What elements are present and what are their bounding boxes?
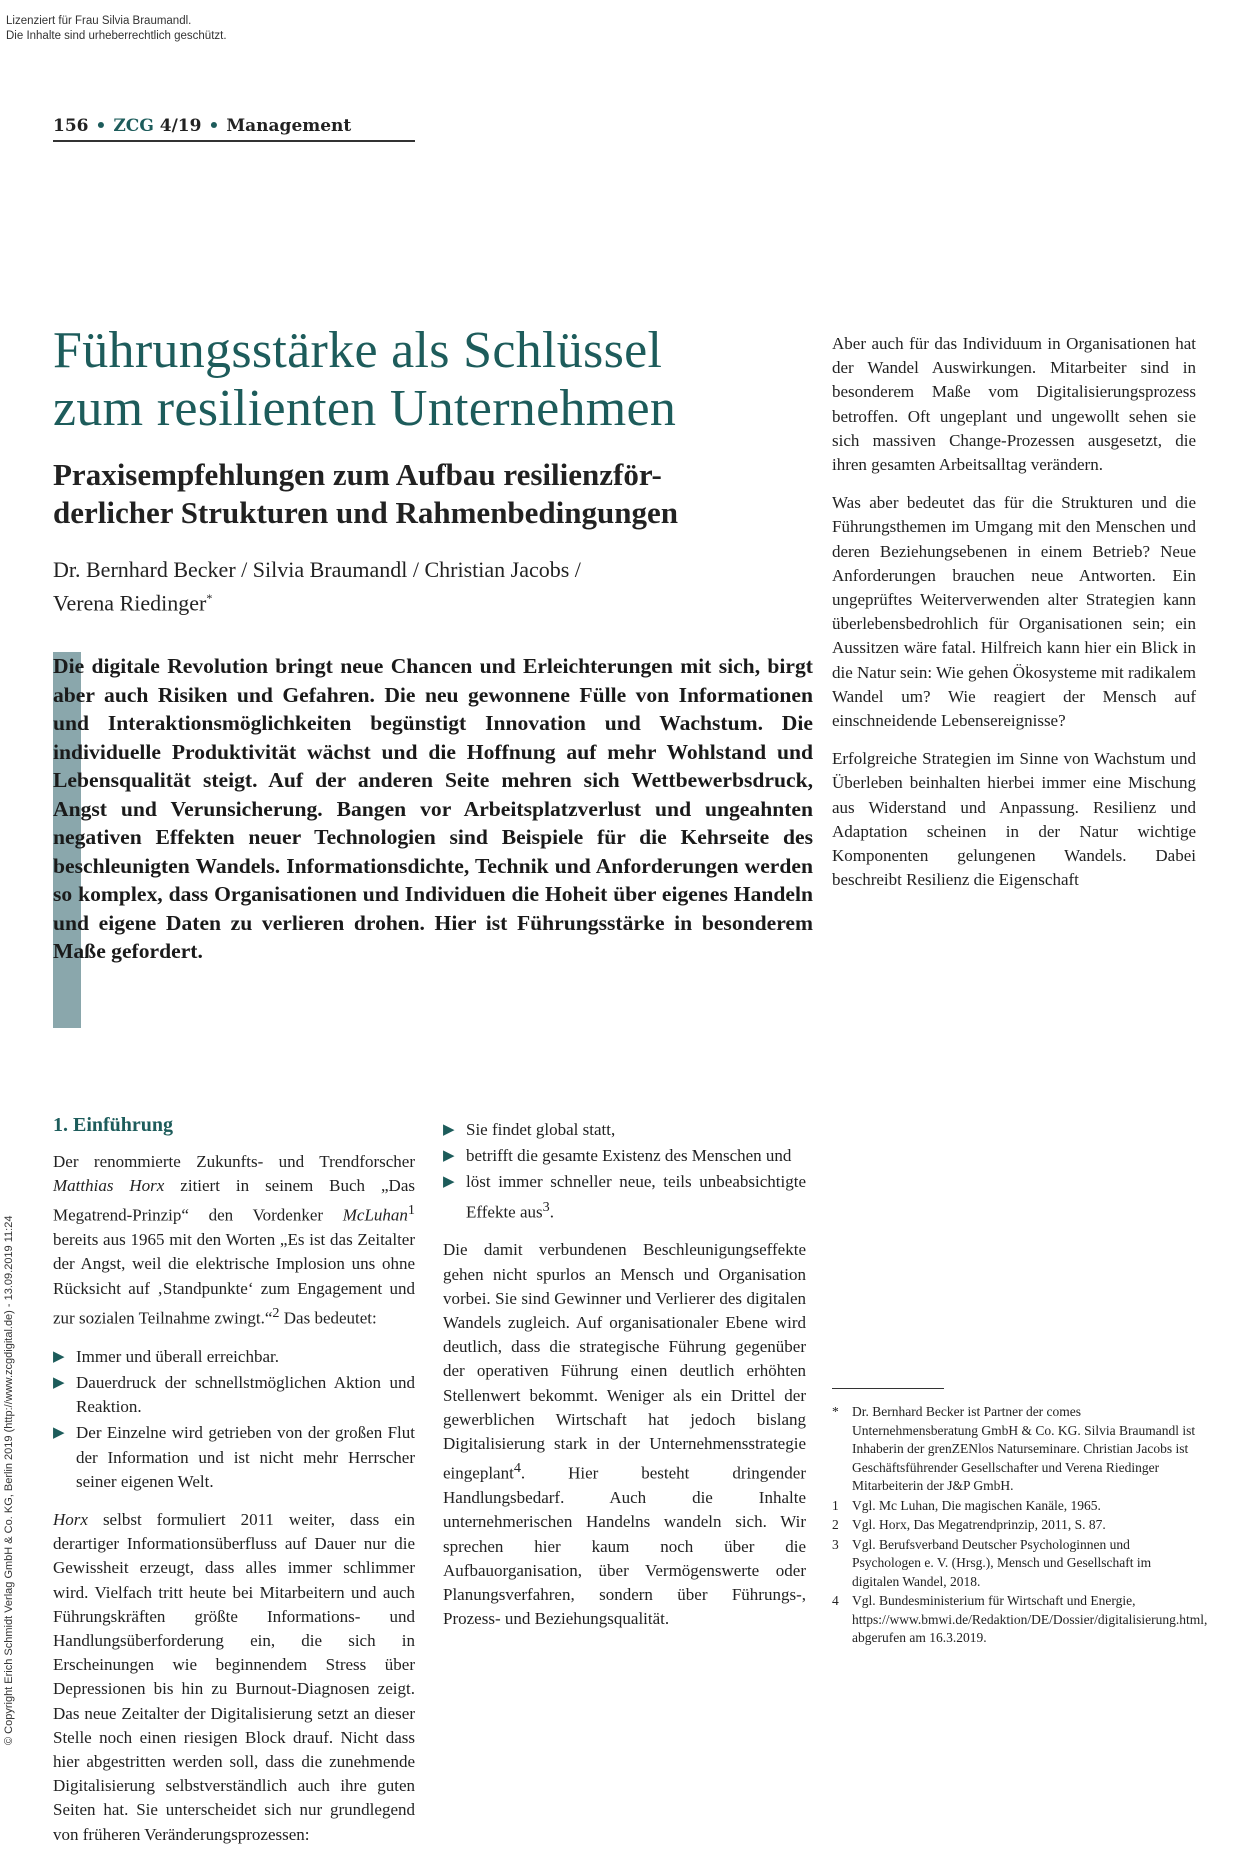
license-line: Lizenziert für Frau Silvia Braumandl. xyxy=(6,15,192,27)
text-run: Das bedeutet: xyxy=(279,1308,377,1328)
person-name: McLuhan xyxy=(342,1206,408,1226)
footnote-text: Dr. Bernhard Becker ist Partner der comes Unternehmensberatung GmbH & Co. KG. Silvia Braumandl ist Inhaberin der grenZENlos Naturseminare. Christian Jacobs ist Geschäftsführender Gesellschafter und Verena Riedinger Mitarbeiterin der J&P GmbH. xyxy=(852,1404,1196,1493)
license-notice xyxy=(6,14,227,44)
footnote xyxy=(832,1536,1196,1592)
bullet-triangle-icon: ▶ xyxy=(53,1348,65,1365)
list-item xyxy=(53,1371,415,1419)
paragraph xyxy=(53,1508,415,1847)
bullet-triangle-icon: ▶ xyxy=(53,1374,65,1391)
text-run: Der renommierte Zukunfts- und Trendforscher xyxy=(53,1152,415,1171)
page-number: 156 xyxy=(53,116,89,136)
title-line: zum resilienten Unternehmen xyxy=(53,380,677,437)
text-run: zitiert in seinem Buch „Das Megatrend-Prinzip“ den Vordenker xyxy=(53,1176,415,1226)
subtitle-line: derlicher Strukturen und Rahmenbedingungen xyxy=(53,495,679,530)
section-name: Management xyxy=(226,116,352,136)
paragraph xyxy=(53,1150,415,1331)
article-title xyxy=(53,322,823,438)
footnote-text: Vgl. Horx, Das Megatrendprinzip, 2011, S. 87. xyxy=(852,1517,1106,1532)
authors-line: Dr. Bernhard Becker / Silvia Braumandl / Christian Jacobs / xyxy=(53,557,581,582)
footnote xyxy=(832,1516,1196,1535)
section-heading: 1. Einführung xyxy=(53,1114,174,1136)
running-header xyxy=(53,116,415,142)
footnote xyxy=(832,1592,1208,1648)
text-run: selbst formuliert 2011 weiter, dass ein derartiger Informationsüberfluss auf Dauer nur die Gewissheit erzeugt, dass alles immer schlimmer wird. Vielfach tritt heute bei Mitarbeitern und auch Führungskräften größte Informations- und Handlungsüberforderung ein, die sich in Erscheinungen wie beginnendem Stress über Depressionen bis hin zu Burnout-Diagnosen zeigt. Das neue Zeitalter der Digitalisierung setzt an dieser Stelle noch einen riesigen Block drauf. Nicht dass hier abgestritten werden soll, dass die zunehmende Digitalisierung selbstverständlich auch ihre guten Seiten hat. Sie unterscheidet sich nur grundlegend von früheren Veränderungsprozessen: xyxy=(53,1509,415,1844)
footnote xyxy=(832,1497,1196,1516)
footnote-ref: 2 xyxy=(272,1304,280,1321)
list-item-text: löst immer schneller neue, teils unbeabsichtigte Effekte aus xyxy=(466,1172,806,1222)
footnote-ref: 3 xyxy=(542,1198,550,1215)
journal-issue: 4/19 xyxy=(159,116,202,136)
text-run: . xyxy=(549,1202,554,1222)
paragraph: Was aber bedeutet das für die Strukturen und die Führungsthemen im Umgang mit den Menschen und deren Beziehungsebenen in einem Betrieb? Neue Anforderungen brauchen neue Antworten. Ein ungeprüftes Weiterverwenden alter Strategien kann überlebensbedrohlich für Organisationen sein; ein Aussitzen wäre fatal. Hilfreich kann hier ein Blick in die Natur sein: Wie gehen Ökosysteme mit radikalem Wandel um? Wie reagiert der Mensch auf einschneidende Lebensereignisse? xyxy=(832,493,1196,731)
body-column-1 xyxy=(53,1112,415,1861)
bullet-triangle-icon: ▶ xyxy=(53,1425,65,1442)
bullet-list xyxy=(53,1345,415,1494)
footnote-mark: * xyxy=(832,1404,839,1419)
footnote-mark: 2 xyxy=(832,1517,839,1532)
copyright-notice: © Copyright Erich Schmidt Verlag GmbH & Co. KG, Berlin 2019 (http://www.zcgdigital.de) - 13.09.2019 11:24 xyxy=(3,1215,15,1745)
article-subtitle xyxy=(53,456,823,532)
footnote-mark: 3 xyxy=(832,1536,839,1552)
paragraph: Erfolgreiche Strategien im Sinne von Wachstum und Überleben beinhalten hierbei immer eine Mischung aus Widerstand und Anpassung. Resilienz und Adaptation scheinen in der Natur wichtige Komponenten gelungenen Wandels. Dabei beschreibt Resilienz die Eigenschaft xyxy=(832,749,1196,890)
footnote-divider xyxy=(832,1388,944,1389)
text-run: Die damit verbundenen Beschleunigungseffekte gehen nicht spurlos an Mensch und Organisation vorbei. Sie sind Gewinner und Verlierer des digitalen Wandels zugleich. Auf organisationaler Ebene wird deutlich, dass die strategische Führung gegenüber der operativen Führung einen deutlich erhöhten Stellenwert bekommt. Weniger als ein Drittel der gewerblichen Wirtschaft hat jedoch bislang Digitalisierung stark in der Unternehmensstrategie eingeplant xyxy=(443,1240,806,1483)
footnote-ref: 1 xyxy=(407,1202,415,1219)
body-column-3 xyxy=(832,332,1196,906)
person-name: Matthias Horx xyxy=(53,1176,165,1196)
separator-dot: • xyxy=(95,116,107,136)
author-footnote-mark: * xyxy=(206,591,213,605)
separator-dot: • xyxy=(208,116,220,136)
footnote-ref: 4 xyxy=(513,1460,521,1477)
bullet-list xyxy=(443,1118,806,1224)
footnotes xyxy=(832,1403,1208,1649)
bullet-triangle-icon: ▶ xyxy=(443,1122,455,1138)
list-item xyxy=(53,1345,415,1369)
text-run: . Hier besteht dringender Handlungsbedarf. Auch die Inhalte unternehmerischen Handelns wandeln sich. Wir sprechen hier kaum noch über die Aufbauorganisation, über Vermögenswerte oder Planungsverfahren, sondern über Führungs-, Prozess- und Beziehungsqualität. xyxy=(443,1463,806,1629)
list-item xyxy=(443,1144,806,1168)
list-item-text: Sie findet global statt, xyxy=(466,1120,616,1139)
footnote-mark: 4 xyxy=(832,1593,839,1608)
title-line: Führungsstärke als Schlüssel xyxy=(53,322,663,379)
list-item xyxy=(443,1170,806,1224)
license-line: Die Inhalte sind urheberrechtlich geschützt. xyxy=(6,30,227,42)
footnote-text: Vgl. Mc Luhan, Die magischen Kanäle, 1965. xyxy=(852,1497,1101,1513)
bullet-triangle-icon: ▶ xyxy=(443,1148,455,1165)
body-column-2 xyxy=(443,1118,806,1645)
text-run: bereits aus 1965 mit den Worten „Es ist das Zeitalter der Angst, weil die elektrische Implosion uns ohne Rücksicht auf ‚Standpunkte‘ zum Engagement und zur sozialen Teilnahme zwingt.“ xyxy=(53,1230,415,1328)
footnote-mark: 1 xyxy=(832,1497,839,1513)
list-item xyxy=(53,1421,415,1494)
paragraph: Aber auch für das Individuum in Organisationen hat der Wandel Auswirkungen. Mitarbeiter sind in besonderem Maße vom Digitalisierungsprozess betroffen. Oft ungeplant und ungewollt sehen sie sich massiven Change-Prozessen ausgesetzt, die ihren gesamten Arbeitsalltag verändern. xyxy=(832,334,1196,475)
bullet-triangle-icon: ▶ xyxy=(443,1174,455,1191)
author-list xyxy=(53,556,793,617)
footnote-text: Vgl. Berufsverband Deutscher Psychologinnen und Psychologen e. V. (Hrsg.), Mensch und Gesellschaft im digitalen Wandel, 2018. xyxy=(852,1536,1152,1589)
list-item-text: Immer und überall erreichbar. xyxy=(76,1346,279,1366)
list-item-text: Dauerdruck der schnellstmöglichen Aktion und Reaktion. xyxy=(76,1372,415,1417)
journal-name: ZCG xyxy=(113,116,154,136)
paragraph xyxy=(443,1238,806,1631)
list-item xyxy=(443,1118,806,1142)
footnote-text: Vgl. Bundesministerium für Wirtschaft und Energie, https://www.bmwi.de/Redaktion/DE/Dossier/digitalisierung.html, abgerufen am 16.3.2019. xyxy=(852,1593,1208,1645)
footnote xyxy=(832,1403,1196,1496)
list-item-text: Der Einzelne wird getrieben von der großen Flut der Information und ist nicht mehr Herrscher seiner eigenen Welt. xyxy=(76,1423,415,1491)
subtitle-line: Praxisempfehlungen zum Aufbau resilienzför- xyxy=(53,457,662,492)
list-item-text: betrifft die gesamte Existenz des Menschen und xyxy=(466,1146,792,1166)
person-name: Horx xyxy=(53,1509,88,1529)
abstract: Die digitale Revolution bringt neue Chancen und Erleichterungen mit sich, birgt aber auch Risiken und Gefahren. Die neu gewonnene Fülle von Informationen und Interaktionsmöglichkeiten begünstigt Innovation und Wachstum. Die individuelle Produktivität wächst und die Hoffnung auf mehr Wohlstand und Lebensqualität steigt. Auf der anderen Seite mehren sich Wettbewerbsdruck, Angst und Verunsicherung. Bangen vor Arbeitsplatzverlust und ungeahnten negativen Effekten neuer Technologien sind Beispiele für die Kehrseite des beschleunigten Wandels. Informationsdichte, Technik und Anforderungen werden so komplex, dass Organisationen und Individuen die Hoheit über eigenes Handeln und eigene Daten zu verlieren drohen. Hier ist Führungsstärke in besonderem Maße gefordert. xyxy=(53,654,813,963)
authors-line: Verena Riedinger xyxy=(53,590,207,616)
